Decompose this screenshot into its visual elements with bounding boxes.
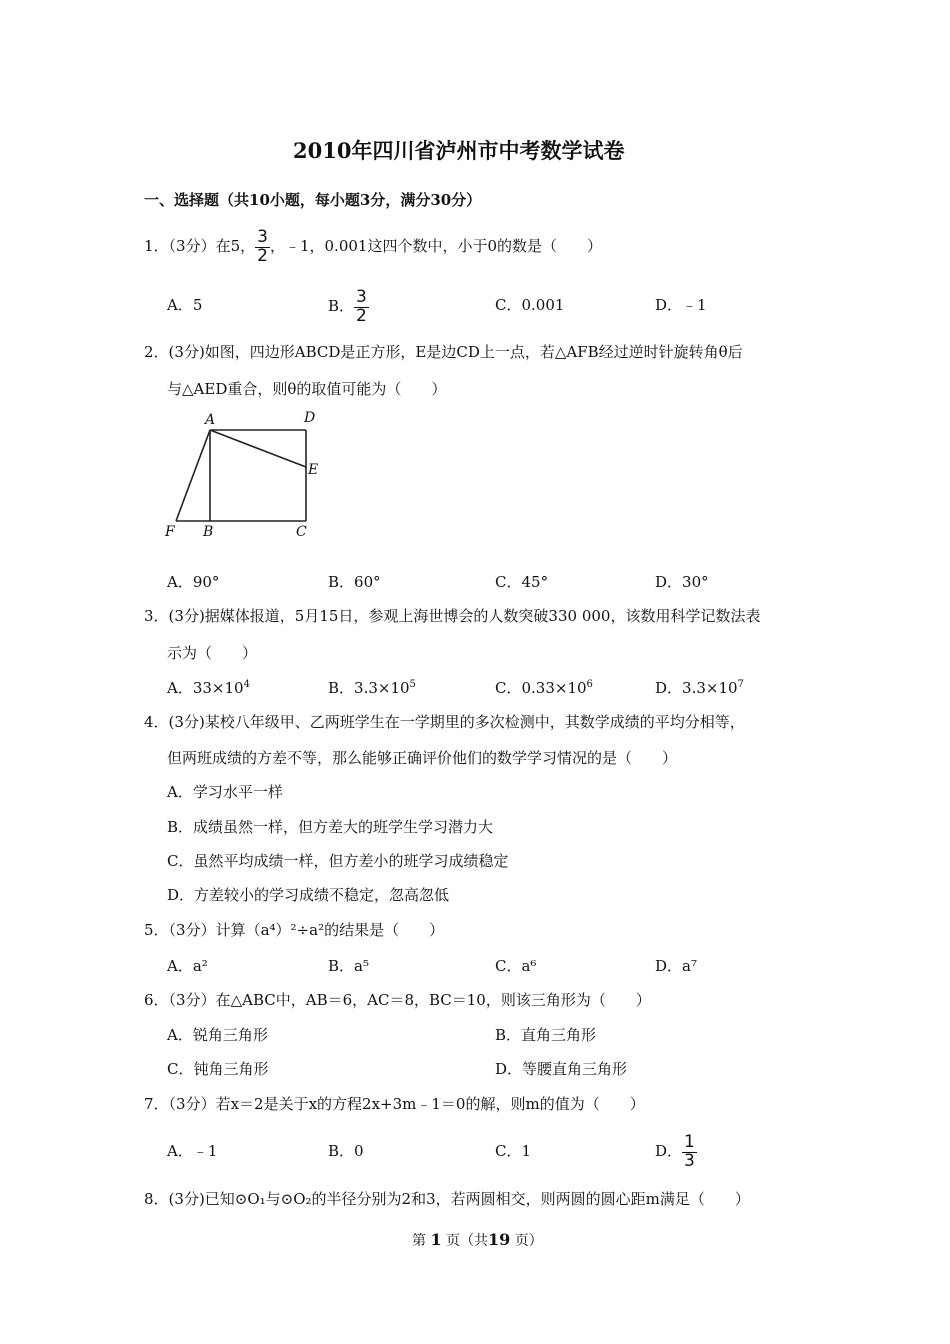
q6-text: 6．（3分）在△ABC中，AB＝6，AC＝8，BC＝10，则该三角形为（ ）	[144, 991, 651, 1009]
q5-option-d: D．a⁷	[655, 957, 697, 975]
q2-option-c: C．45°	[495, 573, 549, 591]
q3-a-base: A．33×10	[167, 679, 244, 697]
q2-line2: 与△AED重合，则θ的取值可能为（ ）	[167, 380, 447, 398]
q3-option-c	[495, 680, 593, 696]
q3-a-exp: 4	[243, 679, 250, 690]
q3-c-base: C．0.33×10	[495, 679, 587, 697]
page-title: 2010年四川省泸州市中考数学试卷	[293, 138, 625, 163]
q1-b-den: 2	[356, 305, 367, 326]
q6-option-d: D．等腰直角三角形	[495, 1060, 628, 1078]
q3-b-base: B．3.3×10	[328, 679, 410, 697]
q1-option-b	[328, 285, 369, 327]
q4-option-a: A．学习水平一样	[167, 783, 283, 801]
q7-option-d	[655, 1130, 697, 1172]
q3-line1: 3．(3分)据媒体报道，5月15日，参观上海世博会的人数突破330 000，该数用科学记数法表	[144, 607, 761, 625]
q5-option-c: C．a⁶	[495, 957, 537, 975]
q7-option-c: C．1	[495, 1142, 532, 1160]
q1-option-c: C．0.001	[495, 296, 565, 314]
label-d: D	[304, 410, 316, 426]
q5-option-a: A．a²	[167, 957, 208, 975]
q7-d-prefix: D．	[655, 1142, 683, 1160]
q1-pre: 1．（3分）在5，	[144, 237, 256, 255]
q4-option-b: B．成绩虽然一样，但方差大的班学生学习潜力大	[167, 818, 494, 836]
footer-pre: 第	[412, 1233, 426, 1249]
q2-option-d: D．30°	[655, 573, 709, 591]
q2-option-b: B．60°	[328, 573, 381, 591]
q7-option-b: B．0	[328, 1142, 364, 1160]
q3-option-d	[655, 680, 744, 696]
q7-option-a: A．﹣1	[167, 1142, 218, 1160]
q7-d-num: 1	[684, 1131, 695, 1152]
q2-option-a: A．90°	[167, 573, 220, 591]
footer-mid: 页（共	[446, 1233, 489, 1249]
q5-text: 5．（3分）计算（a⁴）²÷a²的结果是（ ）	[144, 921, 445, 939]
q3-option-a	[167, 680, 250, 696]
q3-line2: 示为（ ）	[167, 644, 258, 662]
q3-d-exp: 7	[737, 679, 744, 690]
label-b: B	[203, 524, 214, 540]
q6-option-a: A．锐角三角形	[167, 1026, 268, 1044]
question-1	[144, 227, 602, 265]
page-footer	[412, 1232, 543, 1248]
q7-d-den: 3	[684, 1150, 695, 1171]
q1-b-prefix: B．	[328, 297, 355, 315]
label-c: C	[296, 524, 307, 540]
q4-line2: 但两班成绩的方差不等，那么能够正确评价他们的数学学习情况的是（ ）	[167, 749, 678, 767]
q1-fraction	[255, 226, 270, 266]
q1-frac-num: 3	[257, 226, 268, 247]
q1-option-a: A．5	[167, 296, 203, 314]
q1-option-d: D．﹣1	[655, 296, 707, 314]
q5-option-b: B．a⁵	[328, 957, 369, 975]
q4-line1: 4．(3分)某校八年级甲、乙两班学生在一学期里的多次检测中，其数学成绩的平均分相等，	[144, 713, 745, 731]
footer-post: 页）	[514, 1233, 543, 1249]
label-f: F	[165, 524, 175, 540]
section-heading: 一、选择题（共10小题，每小题3分，满分30分）	[144, 191, 482, 209]
footer-page-number: 1	[430, 1230, 442, 1249]
q3-d-base: D．3.3×10	[655, 679, 738, 697]
q1-b-fraction	[354, 286, 369, 326]
q1-b-num: 3	[356, 286, 367, 307]
q8-text: 8．(3分)已知⊙O₁与⊙O₂的半径分别为2和3，若两圆相交，则两圆的圆心距m满足（ ）	[144, 1190, 750, 1208]
q1-frac-den: 2	[257, 245, 268, 266]
label-a: A	[205, 412, 216, 428]
q6-option-c: C．钝角三角形	[167, 1060, 269, 1078]
footer-total-pages: 19	[488, 1230, 511, 1249]
q3-c-exp: 6	[586, 679, 593, 690]
label-e: E	[308, 462, 319, 478]
q1-post: ，﹣1，0.001这四个数中，小于0的数是（ ）	[269, 237, 602, 255]
q6-option-b: B．直角三角形	[495, 1026, 597, 1044]
q7-d-fraction	[682, 1131, 697, 1171]
q7-text: 7．（3分）若x＝2是关于x的方程2x+3m﹣1＝0的解，则m的值为（ ）	[144, 1095, 645, 1113]
q2-line1: 2．(3分)如图，四边形ABCD是正方形，E是边CD上一点，若△AFB经过逆时针旋转角θ后	[144, 343, 743, 361]
square-figure	[160, 405, 330, 545]
q3-b-exp: 5	[409, 679, 416, 690]
q3-option-b	[328, 680, 416, 696]
q4-option-d: D．方差较小的学习成绩不稳定，忽高忽低	[167, 886, 450, 904]
q4-option-c: C．虽然平均成绩一样，但方差小的班学习成绩稳定	[167, 852, 509, 870]
